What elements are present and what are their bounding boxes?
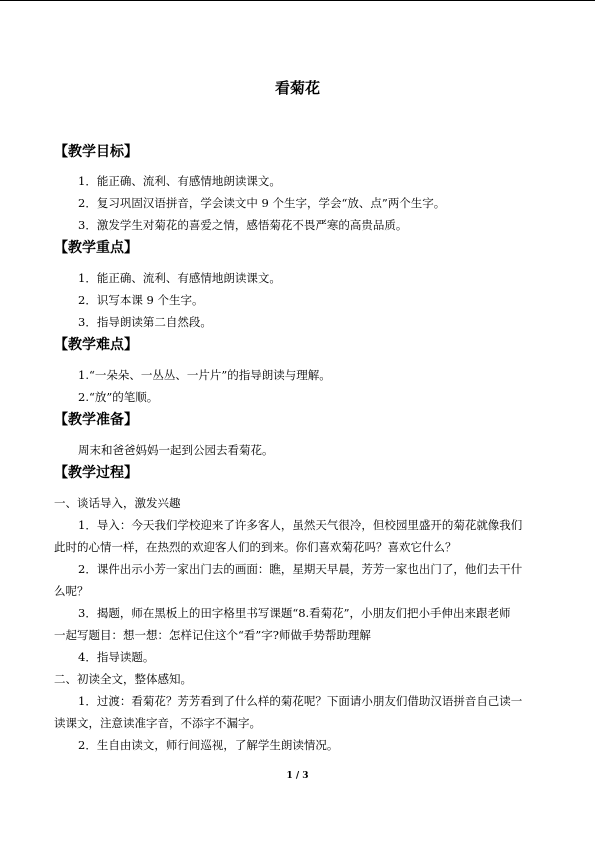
section-heading-difficulties: 【教学难点】 bbox=[54, 337, 138, 353]
goal-item-2: 2．复习巩固汉语拼音，学会读文中 9 个生字，学会“放、点”两个生字。 bbox=[78, 196, 446, 210]
preparation-item-1: 周末和爸爸妈妈一起到公园去看菊花。 bbox=[78, 443, 274, 457]
difficulty-item-2: 2.“放”的笔顺。 bbox=[78, 390, 159, 404]
goal-item-3: 3．激发学生对菊花的喜爱之情，感悟菊花不畏严寒的高贵品质。 bbox=[78, 218, 408, 232]
process-line-6: 3．揭题，师在黑板上的田字格里书写课题“8.看菊花”，小朋友们把小手伸出来跟老师 bbox=[78, 606, 511, 620]
section-heading-process: 【教学过程】 bbox=[54, 465, 138, 481]
key-point-item-2: 2．识写本课 9 个生字。 bbox=[78, 293, 204, 307]
page-number: 1 / 3 bbox=[286, 771, 309, 781]
process-line-3: 此时的心情一样，在热烈的欢迎客人们的到来。你们喜欢菊花吗？喜欢它什么？ bbox=[54, 540, 457, 554]
section-heading-preparation: 【教学准备】 bbox=[54, 412, 138, 428]
section-heading-key-points: 【教学重点】 bbox=[54, 240, 138, 256]
process-line-4: 2．课件出示小芳一家出门去的画面：瞧，星期天早晨，芳芳一家也出门了，他们去干什 bbox=[78, 562, 523, 576]
key-point-item-3: 3．指导朗读第二自然段。 bbox=[78, 315, 212, 329]
process-line-8: 4．指导读题。 bbox=[78, 650, 155, 664]
process-line-11: 读课文，注意读准字音，不添字不漏字。 bbox=[54, 716, 261, 730]
section-heading-goals: 【教学目标】 bbox=[54, 144, 138, 160]
process-line-10: 1．过渡：看菊花？芳芳看到了什么样的菊花呢？下面请小朋友们借助汉语拼音自己读一 bbox=[78, 694, 523, 708]
key-point-item-1: 1．能正确、流利、有感情地朗读课文。 bbox=[78, 271, 281, 285]
process-line-7: 一起写题目：想一想：怎样记住这个“看”字?师做手势帮助理解 bbox=[54, 628, 371, 642]
process-line-9: 二、初读全文，整体感知。 bbox=[54, 672, 192, 686]
difficulty-item-1: 1.“一朵朵、一丛丛、一片片”的指导朗读与理解。 bbox=[78, 368, 331, 382]
goal-item-1: 1．能正确、流利、有感情地朗读课文。 bbox=[78, 174, 281, 188]
process-line-12: 2．生自由读文，师行间巡视，了解学生朗读情况。 bbox=[78, 738, 339, 752]
process-line-2: 1．导入：今天我们学校迎来了许多客人，虽然天气很冷，但校园里盛开的菊花就像我们 bbox=[78, 518, 523, 532]
process-line-1: 一、谈话导入，激发兴趣 bbox=[54, 496, 181, 510]
page-title: 看菊花 bbox=[274, 79, 320, 97]
top-rule bbox=[0, 0, 595, 1]
process-line-5: 么呢？ bbox=[54, 584, 89, 598]
